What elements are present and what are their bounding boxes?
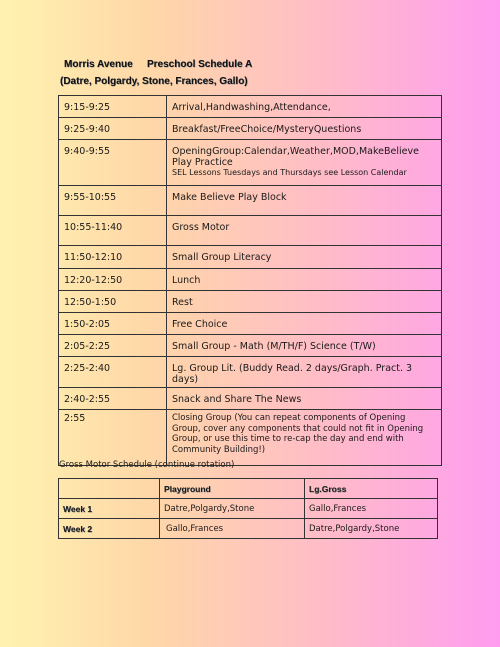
activity-cell [167, 186, 442, 216]
schedule-row [59, 216, 442, 246]
gross-motor-row [59, 519, 438, 539]
activity-cell [167, 388, 442, 410]
activity-cell [167, 291, 442, 313]
activity-cell [167, 357, 442, 388]
activity-text: Snack and Share The News [172, 394, 302, 405]
activity-text: OpeningGroup:Calendar,Weather,MOD,MakeBelieve Play Practice [172, 146, 419, 168]
time-slot: 12:20-12:50 [59, 269, 167, 291]
schedule-title: Preschool Schedule A [147, 59, 253, 70]
activity-text: Free Choice [172, 319, 228, 330]
gross-motor-header-row [59, 479, 438, 499]
activity-text: Lunch [172, 275, 201, 286]
playground-group: Gallo,Frances [160, 519, 305, 539]
school-name: Morris Avenue [64, 59, 133, 70]
week-label: Week 2 [59, 519, 160, 539]
activity-cell [167, 269, 442, 291]
activity-cell [167, 216, 442, 246]
time-slot: 9:55-10:55 [59, 186, 167, 216]
time-slot: 9:15-9:25 [59, 96, 167, 118]
activity-cell [167, 140, 442, 186]
schedule-row [59, 388, 442, 410]
activity-cell [167, 118, 442, 140]
time-slot: 9:25-9:40 [59, 118, 167, 140]
gross-motor-table [58, 478, 438, 539]
schedule-row [59, 246, 442, 269]
activity-text: Small Group Literacy [172, 252, 272, 263]
schedule-row [59, 291, 442, 313]
schedule-row [59, 118, 442, 140]
activity-cell [167, 246, 442, 269]
schedule-row [59, 269, 442, 291]
activity-text: Make Believe Play Block [172, 192, 287, 203]
activity-text: Closing Group (You can repeat components of Opening Group, cover any components that could not fit in Opening Group, or use this time to re-cap the day and end with Community Building!) [172, 413, 424, 455]
gross-motor-caption: Gross Motor Schedule (continue rotation) [59, 460, 235, 470]
week-label: Week 1 [59, 499, 160, 519]
time-slot: 11:50-12:10 [59, 246, 167, 269]
time-slot: 2:40-2:55 [59, 388, 167, 410]
time-slot: 2:55 [59, 410, 167, 466]
time-slot: 2:05-2:25 [59, 335, 167, 357]
schedule-row [59, 313, 442, 335]
teacher-list: (Datre, Polgardy, Stone, Frances, Gallo) [60, 76, 248, 87]
activity-text: Rest [172, 297, 193, 308]
schedule-row [59, 96, 442, 118]
gross-motor-header-playground: Playground [160, 479, 305, 499]
activity-text: Lg. Group Lit. (Buddy Read. 2 days/Graph. Pract. 3 days) [172, 363, 413, 385]
schedule-row [59, 410, 442, 466]
time-slot: 2:25-2:40 [59, 357, 167, 388]
time-slot: 9:40-9:55 [59, 140, 167, 186]
activity-text: Arrival,Handwashing,Attendance, [172, 102, 331, 113]
lg-gross-group: Datre,Polgardy,Stone [305, 519, 438, 539]
gross-motor-header-lg-gross: Lg.Gross [305, 479, 438, 499]
activity-cell [167, 313, 442, 335]
schedule-row [59, 357, 442, 388]
activity-text: Small Group - Math (M/TH/F) Science (T/W) [172, 341, 376, 352]
activity-cell [167, 96, 442, 118]
lg-gross-group: Gallo,Frances [305, 499, 438, 519]
activity-cell [167, 410, 442, 466]
schedule-row [59, 335, 442, 357]
schedule-row [59, 186, 442, 216]
time-slot: 12:50-1:50 [59, 291, 167, 313]
gross-motor-row [59, 499, 438, 519]
gross-motor-header-week [59, 479, 160, 499]
time-slot: 1:50-2:05 [59, 313, 167, 335]
activity-text: Breakfast/FreeChoice/MysteryQuestions [172, 124, 362, 135]
activity-note: SEL Lessons Tuesdays and Thursdays see Lesson Calendar [172, 168, 407, 177]
activity-cell [167, 335, 442, 357]
time-slot: 10:55-11:40 [59, 216, 167, 246]
playground-group: Datre,Polgardy,Stone [160, 499, 305, 519]
activity-text: Gross Motor [172, 222, 230, 233]
schedule-row [59, 140, 442, 186]
daily-schedule-table [58, 95, 442, 466]
